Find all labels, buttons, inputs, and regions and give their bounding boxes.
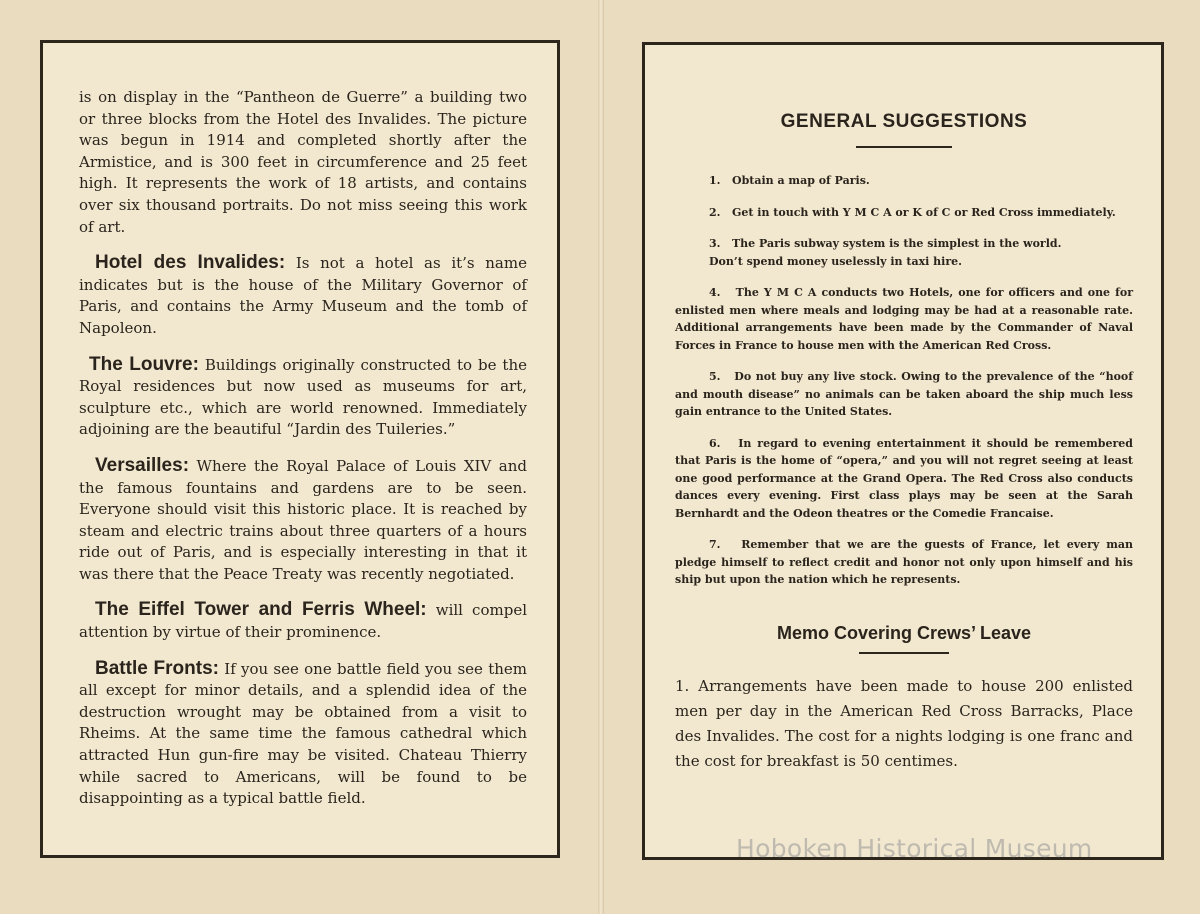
- invalides-paragraph: [79, 252, 527, 339]
- suggestion-item: 3. The Paris subway system is the simplest in the world. Don’t spend money uselessly in taxi hire.: [709, 237, 1062, 268]
- suggestion-item: 7. Remember that we are the guests of France, let every man pledge himself to reflect credit and honor not only upon himself and his ship but upon the nation which he represents.: [675, 538, 1133, 586]
- page-fold: [598, 0, 604, 914]
- louvre-heading: The Louvre:: [89, 353, 199, 375]
- versailles-paragraph: [79, 455, 527, 586]
- memo-paragraph: 1. Arrangements have been made to house 200 enlisted men per day in the American Red Cross Barracks, Place des Invalides. The cost for a nights lodging is one franc and the cost for breakfast is 50 centimes.: [675, 676, 1133, 770]
- battle-fronts-heading: Battle Fronts:: [95, 657, 219, 679]
- invalides-heading: Hotel des Invalides:: [95, 252, 286, 274]
- right-page: [642, 42, 1164, 860]
- memo-title: Memo Covering Crews’ Leave: [776, 622, 1032, 643]
- general-suggestions-title: GENERAL SUGGESTIONS: [780, 111, 1028, 132]
- versailles-heading: Versailles:: [95, 454, 190, 476]
- suggestion-item: 4. The Y M C A conducts two Hotels, one for officers and one for enlisted men where meals and lodging may be had at a reasonable rate. Additional arrangements have been made by the Commander of Naval Forces in France to house men with the American Red Cross.: [675, 286, 1133, 352]
- eiffel-paragraph: [79, 599, 527, 643]
- suggestion-item: 2. Get in touch with Y M C A or K of C or Red Cross immediately.: [709, 205, 1116, 219]
- louvre-paragraph: [79, 354, 527, 441]
- paragraph-text: is on display in the “Pantheon de Guerre” a building two or three blocks from the Hotel des Invalides. The picture was begun in 1914 and completed shortly after the Armistice, and is 300 feet in circumference and 25 feet high. It represents the work of 18 artists, and contains over six thousand portraits. Do not miss seeing this work of art.: [79, 88, 527, 236]
- suggestion-item: 1. Obtain a map of Paris.: [709, 174, 870, 187]
- left-page: [40, 40, 560, 858]
- paragraph-text: will compel attention by virtue of their prominence.: [79, 601, 527, 642]
- suggestion-item: 5. Do not buy any live stock. Owing to the prevalence of the “hoof and mouth disease” no animals can be taken aboard the ship much less gain entrance to the United States.: [675, 370, 1133, 418]
- memo-divider: [859, 652, 949, 654]
- museum-watermark: Hoboken Historical Museum: [736, 834, 1093, 863]
- paragraph-text: Buildings originally constructed to be the Royal residences but now used as museums for art, sculpture etc., which are world renowned. Immediately adjoining are the beautiful “Jardin des Tuileries.”: [79, 355, 527, 439]
- battle-fronts-paragraph: [79, 658, 527, 810]
- paragraph-text: Is not a hotel as it’s name indicates but is the house of the Military Governor of Paris, and contains the Army Museum and the tomb of Napoleon.: [79, 254, 527, 337]
- paragraph-text: If you see one battle field you see them all except for minor details, and a splendid idea of the destruction wrought may be obtained from a visit to Rheims. At the same time the famous cathedral which attracted Hun gun-fire may be visited. Chateau Thierry while sacred to Americans, will be found to be disappointing as a typical battle field.: [79, 659, 527, 808]
- paragraph-text: Where the Royal Palace of Louis XIV and the famous fountains and gardens are to be seen. Everyone should visit this historic place. It is reached by steam and electric trains about three quarters of a hours ride out of Paris, and is especially interesting in that it was there that the Peace Treaty was recently negotiated.: [79, 456, 527, 583]
- title-divider: [856, 146, 952, 148]
- pantheon-paragraph: [79, 87, 527, 238]
- eiffel-heading: The Eiffel Tower and Ferris Wheel:: [95, 599, 427, 621]
- suggestion-item: 6. In regard to evening entertainment it should be remembered that Paris is the home of “opera,” and you will not regret seeing at least one good performance at the Grand Opera. The Red Cross also conducts dances every evening. First class plays may be seen at the Sarah Bernhardt and the Odeon theatres or the Comedie Francaise.: [675, 436, 1133, 520]
